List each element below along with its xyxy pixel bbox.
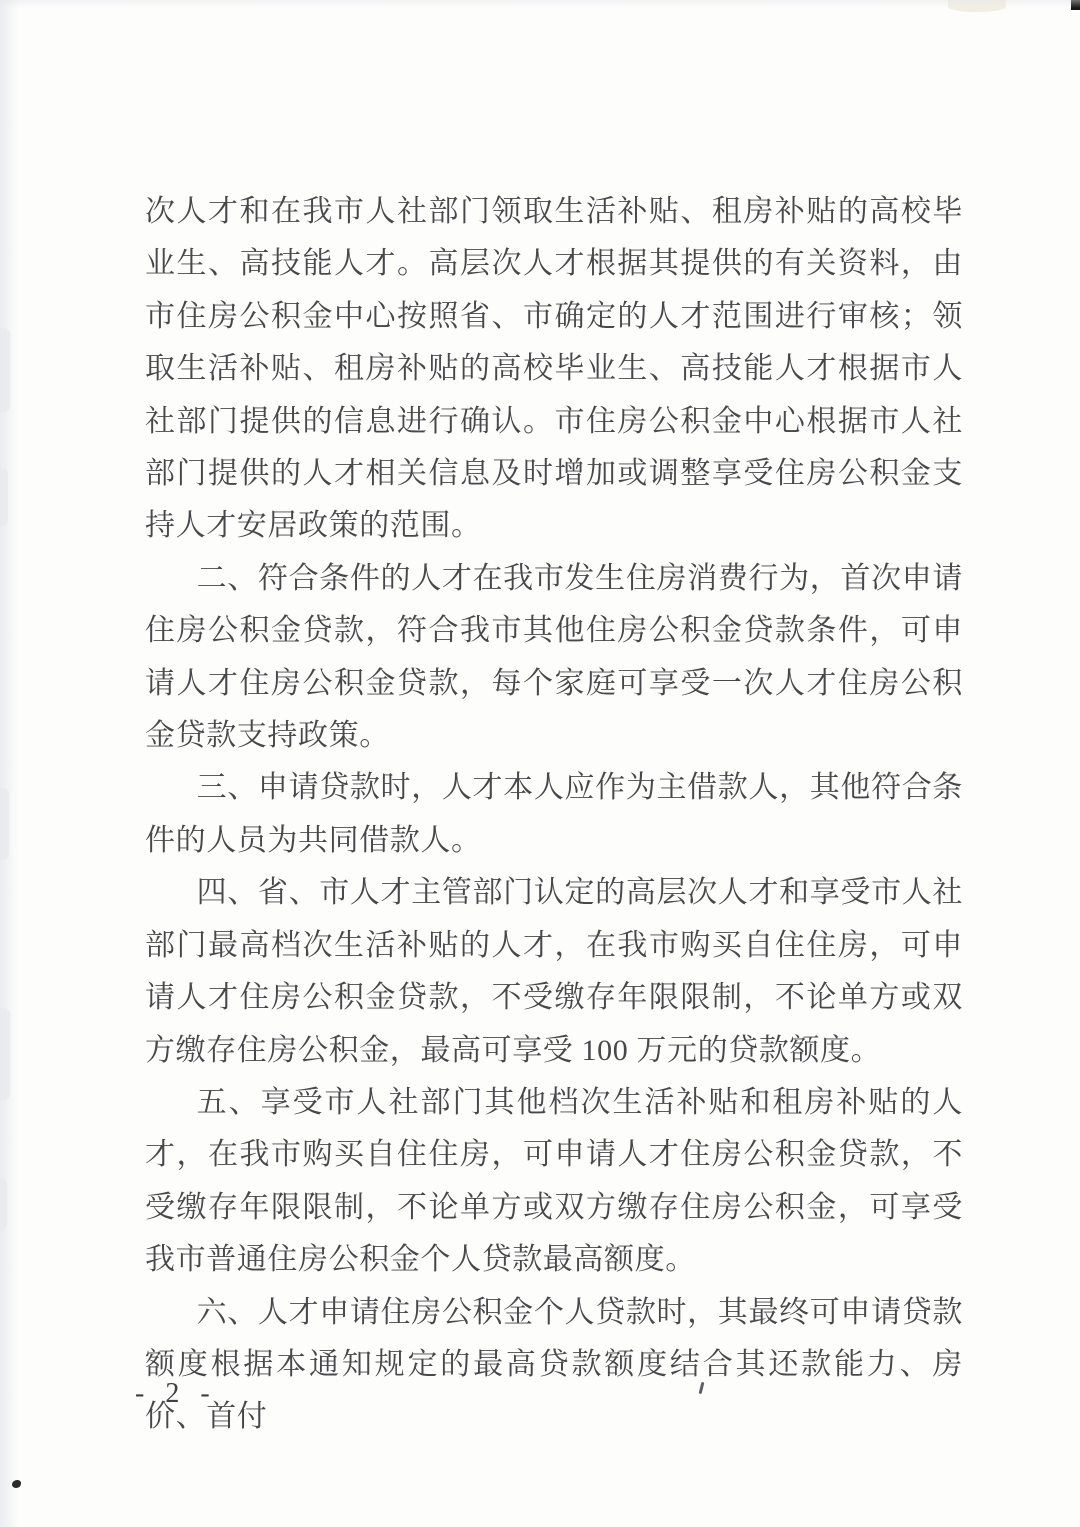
scan-artifact-edge-streak [0, 1008, 10, 1100]
document-body [145, 186, 963, 1444]
page-number: - 2 - [135, 1378, 217, 1409]
scan-artifact-cream-patch [948, 0, 1006, 12]
paragraph-item-6: 六、人才申请住房公积金个人贷款时，其最终可申请贷款额度根据本通知规定的最高贷款额度结合其还款能力、房价、首付 [145, 1295, 963, 1434]
scan-artifact-edge-streak [0, 1178, 7, 1230]
paragraph-item-3: 三、申请贷款时，人才本人应作为主借款人，其他符合条件的人员为共同借款人。 [145, 771, 963, 857]
scan-artifact-edge-streak [0, 468, 8, 526]
paragraph-item-2: 二、符合条件的人才在我市发生住房消费行为，首次申请住房公积金贷款，符合我市其他住房公积金贷款条件，可申请人才住房公积金贷款，每个家庭可享受一次人才住房公积金贷款支持政策。 [145, 561, 963, 753]
scan-artifact-edge-streak [0, 328, 10, 412]
scan-artifact-corner-speck [1071, 0, 1080, 10]
scan-artifact-dot-speck [12, 1480, 21, 1488]
scan-artifact-edge-streak [0, 788, 9, 860]
paragraph-item-4: 四、省、市人才主管部门认定的高层次人才和享受市人社部门最高档次生活补贴的人才，在我市购买自住住房，可申请人才住房公积金贷款，不受缴存年限限制，不论单方或双方缴存住房公积金，最高可享受 100 万元的贷款额度。 [145, 876, 963, 1067]
paragraph-item-5: 五、享受市人社部门其他档次生活补贴和租房补贴的人才，在我市购买自住住房，可申请人才住房公积金贷款，不受缴存年限限制，不论单方或双方缴存住房公积金，可享受我市普通住房公积金个人贷款最高额度。 [145, 1085, 963, 1277]
paragraph-continuation: 次人才和在我市人社部门领取生活补贴、租房补贴的高校毕业生、高技能人才。高层次人才根据其提供的有关资料，由市住房公积金中心按照省、市确定的人才范围进行审核；领取生活补贴、租房补贴的高校毕业生、高技能人才根据市人社部门提供的信息进行确认。市住房公积金中心根据市人社部门提供的人才相关信息及时增加或调整享受住房公积金支持人才安居政策的范围。 [145, 195, 963, 543]
